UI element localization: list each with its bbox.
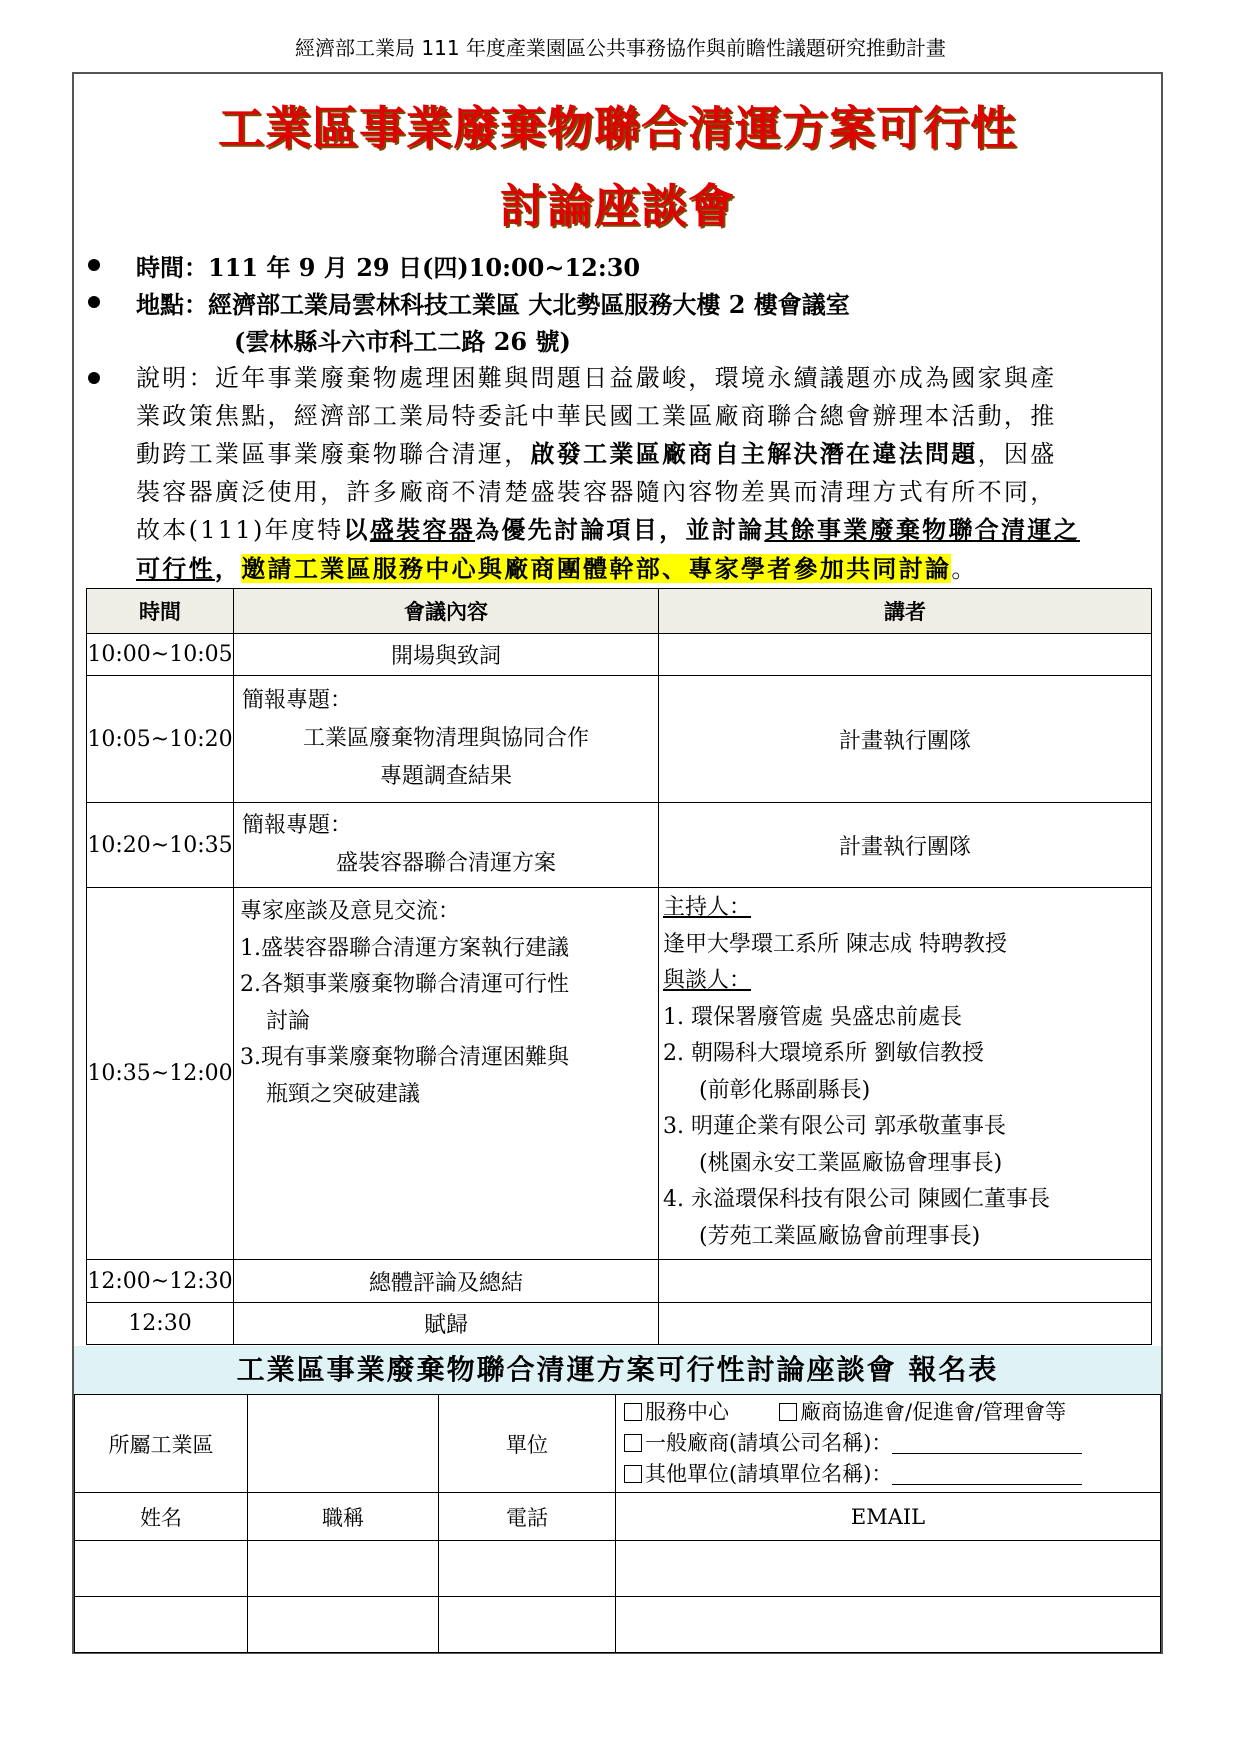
event-address: (雲林縣斗六市科工二路 26 號) (234, 327, 571, 356)
checkbox-other-unit[interactable] (624, 1465, 642, 1483)
schedule-header-row: 時間 會議內容 講者 (87, 589, 1152, 634)
schedule-table (86, 588, 1152, 1345)
checkbox-service-center[interactable] (624, 1403, 642, 1421)
bullet-icon (88, 259, 100, 271)
table-row: 12:00~12:30 總體評論及總結 (87, 1260, 1152, 1303)
checkbox-general-company[interactable] (624, 1434, 642, 1452)
bullet-icon (88, 372, 100, 384)
name-input-cell[interactable] (75, 1541, 248, 1597)
email-input-cell[interactable] (616, 1541, 1161, 1597)
event-location: 地點：經濟部工業局雲林科技工業區 大北勢區服務大樓 2 樓會議室 (136, 290, 850, 319)
title-line-2: 討論座談會 (500, 179, 735, 233)
table-row: 10:35~12:00 專家座談及意見交流： 1.盛裝容器聯合清運方案執行建議 2.各類事業廢棄物聯合清運可行性 討論 3.現有事業廢棄物聯合清運困難與 瓶頸之突破建議 主持人： 逢甲大學環工系所 陳志成 特聘教授 與談人： 1. 環保署廢管處 吳盛忠前處長 2. 朝陽科大環境系所 劉敏信教授 (前彰化縣副縣長) 3. 明蓮企業有限公司 郭承敬董事長 (桃園永安工業區廠協會理事長) 4. 永溢環保科技有限公司 陳國仁董事長 (芳苑工業區廠協會前理事長) (87, 888, 1152, 1260)
title-input-cell[interactable] (248, 1597, 439, 1653)
table-row: 10:00~10:05 開場與致詞 (87, 634, 1152, 676)
table-row: 姓名 職稱 電話 EMAIL (75, 1493, 1161, 1541)
title-input-cell[interactable] (248, 1541, 439, 1597)
table-row: 12:30 賦歸 (87, 1303, 1152, 1345)
table-row: 10:20~10:35 簡報專題： 盛裝容器聯合清運方案 計畫執行團隊 (87, 803, 1152, 888)
zone-input-cell[interactable] (248, 1395, 439, 1493)
phone-input-cell[interactable] (439, 1597, 616, 1653)
table-row (75, 1541, 1161, 1597)
name-input-cell[interactable] (75, 1597, 248, 1653)
document-header: 經濟部工業局 111 年度產業園區公共事務協作與前瞻性議題研究推動計畫 (295, 36, 946, 60)
title-line-1: 工業區事業廢棄物聯合清運方案可行性 (218, 101, 1017, 155)
unit-name-field[interactable] (892, 1464, 1082, 1485)
phone-input-cell[interactable] (439, 1541, 616, 1597)
bullet-icon (88, 296, 100, 308)
table-row: 10:05~10:20 簡報專題： 工業區廢棄物清理與協同合作 專題調查結果 計畫執行團隊 (87, 676, 1152, 803)
event-description: 說明：近年事業廢棄物處理困難與問題日益嚴峻，環境永續議題亦成為國家與產 業政策焦點，經濟部工業局特委託中華民國工業區廠商聯合總會辦理本活動，推 動跨工業區事業廢棄物聯合清運，啟發工業區廠商自主解決潛在違法問題，因盛 裝容器廣泛使用，許多廠商不清楚盛裝容器隨內容物差異而清理方式有所不同， 故本(111)年度特以盛裝容器為優先討論項目，並討論其餘事業廢棄物聯合清運之 可行性，邀請工業區服務中心與廠商團體幹部、專家學者參加共同討論。 (136, 364, 1080, 583)
registration-title: 工業區事業廢棄物聯合清運方案可行性討論座談會 報名表 (74, 1346, 1161, 1394)
company-name-field[interactable] (892, 1433, 1082, 1454)
registration-form (74, 1394, 1161, 1653)
event-time: 時間：111 年 9 月 29 日(四)10:00~12:30 (136, 253, 641, 282)
table-row (75, 1597, 1161, 1653)
email-input-cell[interactable] (616, 1597, 1161, 1653)
table-row: 所屬工業區 單位 服務中心 廠商協進會/促進會/管理會等 一般廠商(請填公司名稱)： 其他單位(請填單位名稱)： (75, 1395, 1161, 1493)
checkbox-association[interactable] (779, 1403, 797, 1421)
